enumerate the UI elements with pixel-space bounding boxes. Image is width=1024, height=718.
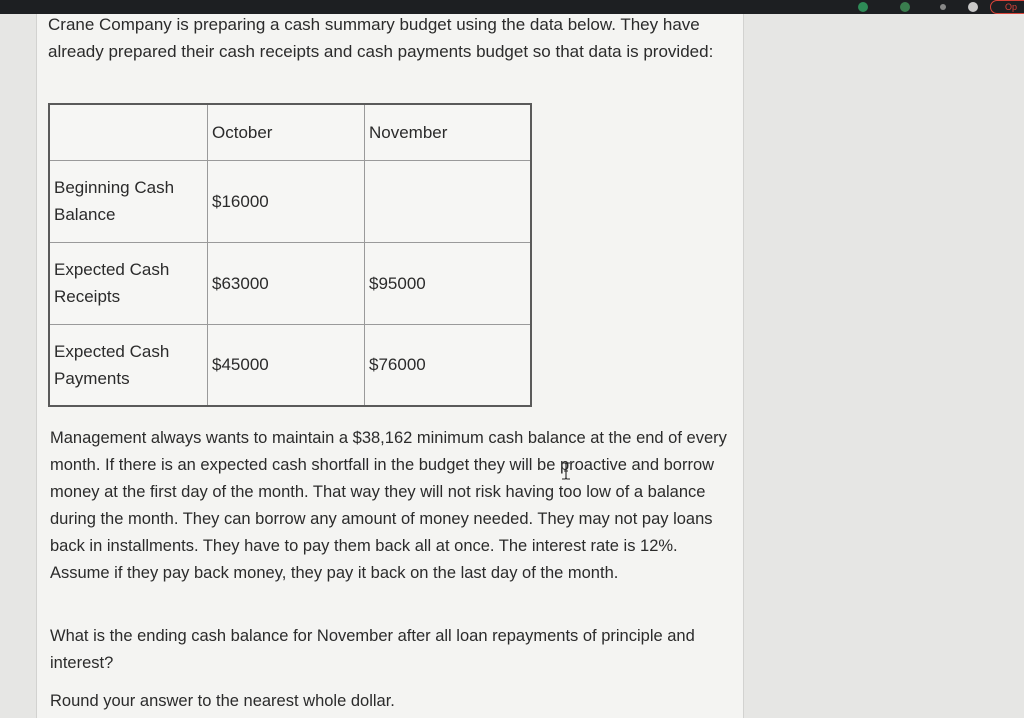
table-cell: $63000 [208,242,365,324]
table-header-cell: October [208,104,365,160]
table-header-row [49,104,531,160]
budget-table [48,103,532,407]
table-header-cell [49,104,208,160]
table-cell: $76000 [365,324,532,406]
row-label: Beginning Cash Balance [49,160,208,242]
row-label: Expected Cash Receipts [49,242,208,324]
table-row [49,160,531,242]
table-cell: $16000 [208,160,365,242]
table-header-cell: November [365,104,532,160]
question-text: What is the ending cash balance for November after all loan repayments of principle and interest? [50,627,695,672]
row-label: Expected Cash Payments [49,324,208,406]
problem-body: Management always wants to maintain a $38,162 minimum cash balance at the end of every month. If there is an expected cash shortfall in the budget they will be proactive and borrow money at the first day of the month. That way they will not risk having too low of a balance during the month. They can borrow any amount of money needed. They may not pay loans back in installments. They have to pay them back all at once. The interest rate is 12%. Assume if they pay back money, they pay it back on the last day of the month. [50,429,727,582]
table-row [49,242,531,324]
problem-intro: Crane Company is preparing a cash summary budget using the data below. They have already prepared their cash receipts and cash payments budget so that data is provided: [48,15,714,61]
text-cursor-icon [561,462,571,480]
avatar[interactable] [968,2,978,12]
status-icon[interactable] [858,2,868,12]
status-icon[interactable] [900,2,910,12]
rounding-instruction: Round your answer to the nearest whole dollar. [50,692,395,710]
menu-icon[interactable] [940,4,946,10]
table-cell [365,160,532,242]
table-row [49,324,531,406]
open-button[interactable]: Op [990,0,1024,14]
table-cell: $45000 [208,324,365,406]
table-cell: $95000 [365,242,532,324]
